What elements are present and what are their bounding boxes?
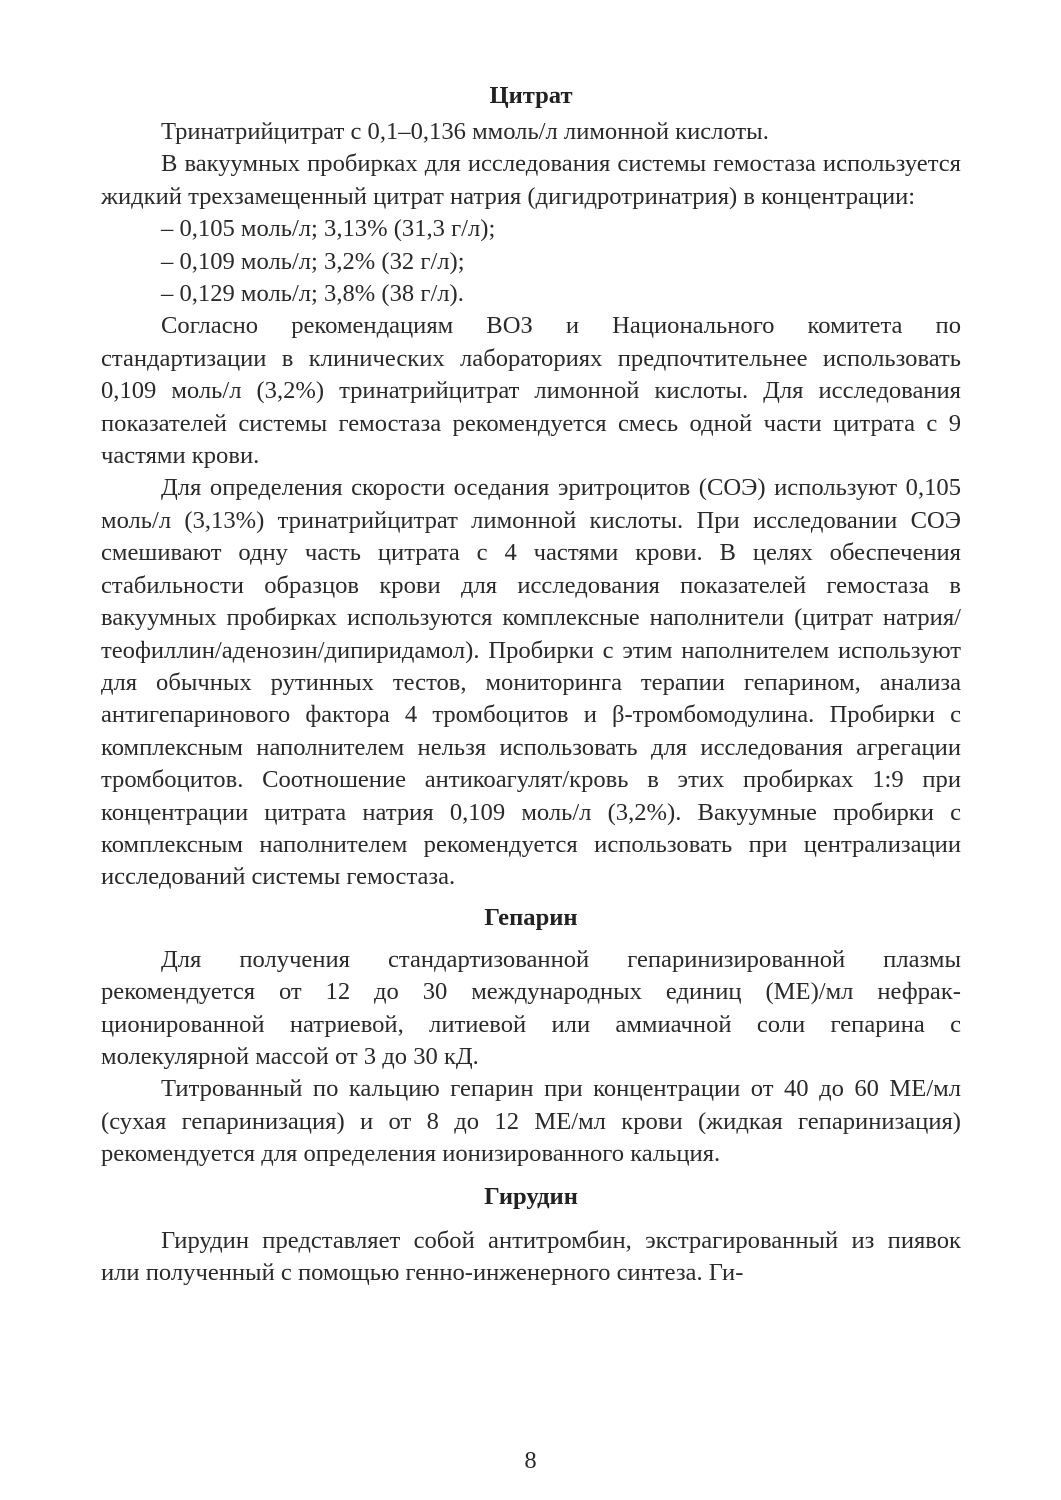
paragraph-hirudin-definition: Гирудин представляет собой антитромбин, экстрагированный из пиявок или полученный с помощью генно-инженерного синтеза. Ги- [101, 1226, 961, 1286]
section-title-heparin: Гепарин [484, 903, 578, 931]
section-title-hirudin: Гирудин [484, 1182, 578, 1210]
paragraph-citrate-esr: Для определения скорости оседания эритроцитов (СОЭ) используют 0,105 моль/л (3,13%) тринатрийцитрат лимонной кислоты. При исследовании СОЭ смешивают одну часть цитрата с 4 частями крови. В целях обеспечения стабильности образцов крови для исследования показателей гемостаза в вакуумных пробирках используются комплексные наполнители (цитрат натрия/теофиллин/аденозин/дипиридамол). Пробирки с этим наполнителем используют для обычных рутинных тестов, мониторинга терапии гепарином, анализа антигепаринового фактора 4 тромбоцитов и β-тромбомодулина. Пробирки с комплексным наполнителем нельзя использовать для исследования агрегации тромбоцитов. Соотношение антикоагулят/кровь в этих пробирках 1:9 при концентрации цитрата натрия 0,109 моль/л (3,2%). Вакуумные пробирки с комплексным наполнителем рекомендуется использовать при централизации исследований системы гемостаза. [101, 474, 961, 891]
paragraph-heparin-titrated: Титрованный по кальцию гепарин при концентрации от 40 до 60 МЕ/мл (сухая гепаринизация) и от 8 до 12 МЕ/мл крови (жидкая гепаринизация) рекомендуется для определения ионизированного кальция. [101, 1075, 961, 1168]
list-item-concentration-3: – 0,129 моль/л; 3,8% (38 г/л). [161, 280, 464, 308]
paragraph-heparin-standardized-plasma: Для получения стандартизованной гепаринизированной плазмы рекомендуется от 12 до 30 международных единиц (МЕ)/мл нефракционированной натриевой, литиевой или аммиачной соли гепарина с молекулярной массой от 3 до 30 кД. [101, 945, 961, 1070]
page-number: 8 [524, 1447, 537, 1474]
paragraph-citrate-vacuum-tubes: В вакуумных пробирках для исследования системы гемостаза используется жидкий трехзамещенный цитрат натрия (дигидротринатрия) в концентрации: [101, 150, 961, 210]
paragraph-citrate-who-recommendation: Согласно рекомендациям ВОЗ и Национального комитета по стандартизации в клинических лабораториях предпочтительнее использовать 0,109 моль/л (3,2%) тринатрийцитрат лимонной кислоты. Для исследования показателей системы гемостаза рекомендуется смесь одной части цитрата с 9 частями крови. [101, 312, 961, 470]
paragraph-citrate-definition: Тринатрийцитрат с 0,1–0,136 ммоль/л лимонной кислоты. [161, 118, 769, 145]
list-item-concentration-1: – 0,105 моль/л; 3,13% (31,3 г/л); [161, 215, 496, 243]
document-page [101, 78, 961, 1289]
section-title-citrate: Цитрат [489, 82, 573, 109]
list-item-concentration-2: – 0,109 моль/л; 3,2% (32 г/л); [161, 247, 465, 275]
